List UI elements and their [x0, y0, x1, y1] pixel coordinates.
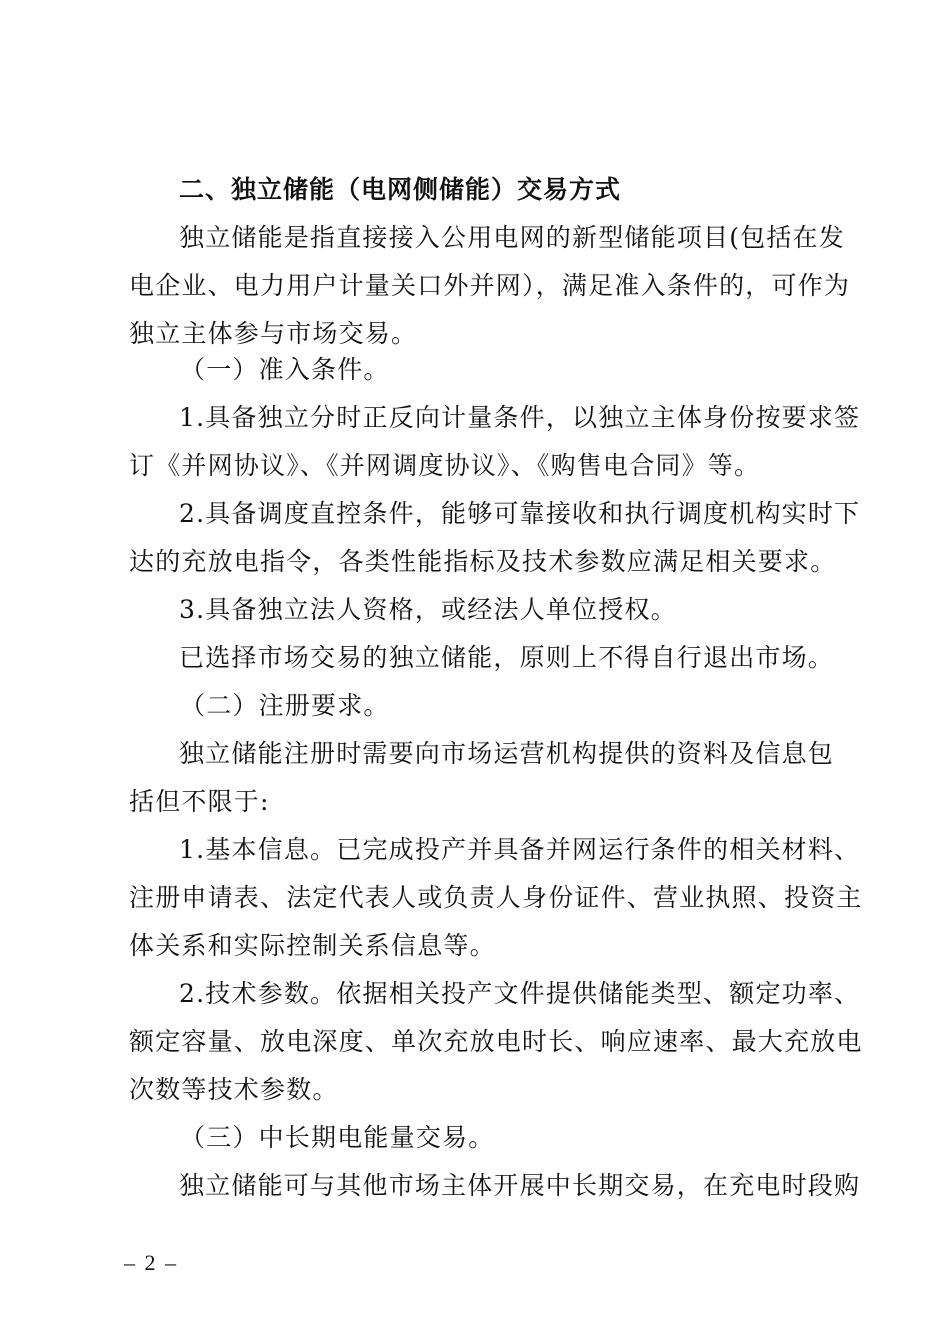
- paragraph-line: 独立储能可与其他市场主体开展中长期交易，在充电时段购: [179, 1171, 861, 1200]
- list-item-line: 1.具备独立分时正反向计量条件，以独立主体身份按要求签: [179, 403, 861, 432]
- page-number: – 2 –: [124, 1250, 178, 1275]
- paragraph-line: 独立主体参与市场交易。: [129, 319, 418, 348]
- subsection-heading: （二）注册要求。: [180, 691, 390, 720]
- list-item-line: 次数等技术参数。: [129, 1075, 339, 1104]
- list-item-line: 3.具备独立法人资格，或经法人单位授权。: [179, 595, 677, 624]
- paragraph-line: 已选择市场交易的独立储能，原则上不得自行退出市场。: [179, 643, 835, 672]
- paragraph-line: 独立储能注册时需要向市场运营机构提供的资料及信息包: [179, 739, 835, 768]
- list-item-line: 2.技术参数。依据相关投产文件提供储能类型、额定功率、: [179, 979, 861, 1008]
- list-item-line: 注册申请表、法定代表人或负责人身份证件、营业执照、投资主: [129, 883, 863, 912]
- paragraph-line: 独立储能是指直接接入公用电网的新型储能项目(包括在发: [179, 223, 845, 252]
- list-item-line: 2.具备调度直控条件，能够可靠接收和执行调度机构实时下: [179, 499, 861, 528]
- list-item-line: 订《并网协议》、《并网调度协议》、《购售电合同》等。: [129, 451, 761, 480]
- section-heading: 二、独立储能（电网侧储能）交易方式: [179, 175, 622, 204]
- list-item-line: 额定容量、放电深度、单次充放电时长、响应速率、最大充放电: [129, 1027, 863, 1056]
- subsection-heading: （三）中长期电能量交易。: [180, 1123, 495, 1152]
- list-item-line: 体关系和实际控制关系信息等。: [129, 931, 496, 960]
- list-item-line: 达的充放电指令，各类性能指标及技术参数应满足相关要求。: [129, 547, 837, 576]
- subsection-heading: （一）准入条件。: [180, 355, 390, 384]
- paragraph-line: 括但不限于:: [129, 787, 270, 816]
- paragraph-line: 电企业、电力用户计量关口外并网），满足准入条件的，可作为: [129, 271, 851, 300]
- list-item-line: 1.基本信息。已完成投产并具备并网运行条件的相关材料、: [179, 835, 861, 864]
